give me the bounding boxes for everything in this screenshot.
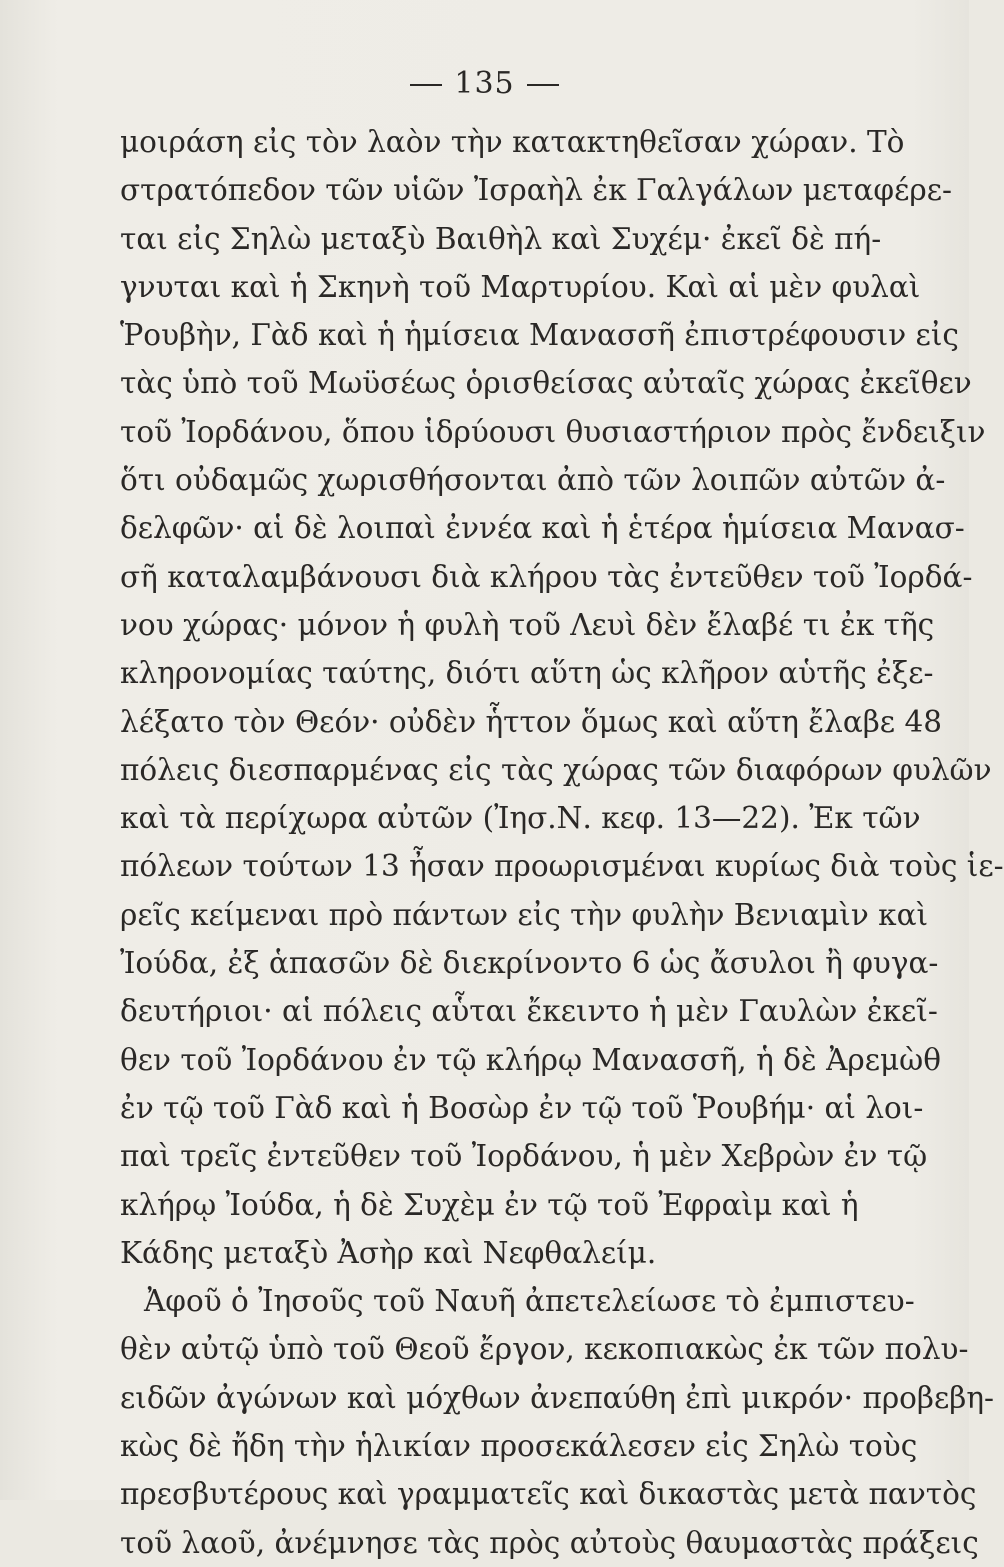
text-line: καὶ τὰ περίχωρα αὐτῶν (Ἰησ.Ν. κεφ. 13—22). Ἐκ τῶν	[120, 801, 921, 836]
text-line: δελφῶν· αἱ δὲ λοιπαὶ ἐννέα καὶ ἡ ἑτέρα ἡμίσεια Μανασ-	[120, 511, 965, 546]
text-line: λέξατο τὸν Θεόν· οὐδὲν ἧττον ὅμως καὶ αὕτη ἔλαβε 48	[120, 704, 943, 739]
text-line: δευτήριοι· αἱ πόλεις αὗται ἔκειντο ἡ μὲν Γαυλὼν ἐκεῖ-	[120, 994, 938, 1029]
text-line: κλήρῳ Ἰούδα, ἡ δὲ Συχὲμ ἐν τῷ τοῦ Ἐφραὶμ καὶ ἡ	[120, 1187, 859, 1222]
text-line: τοῦ λαοῦ, ἀνέμνησε τὰς πρὸς αὐτοὺς θαυμαστὰς πράξεις	[120, 1525, 979, 1560]
text-line: ται εἰς Σηλὼ μεταξὺ Βαιθὴλ καὶ Συχέμ· ἐκεῖ δὲ πή-	[120, 221, 882, 256]
text-line: νου χώρας· μόνον ἡ φυλὴ τοῦ Λευὶ δὲν ἔλαβέ τι ἐκ τῆς	[120, 607, 935, 642]
left-dash	[410, 84, 442, 86]
text-line: ἐν τῷ τοῦ Γὰδ καὶ ἡ Βοσὼρ ἐν τῷ τοῦ Ῥουβήμ· αἱ λοι-	[120, 1090, 924, 1125]
body-text	[120, 118, 1004, 1567]
text-line: ὅτι οὐδαμῶς χωρισθήσονται ἀπὸ τῶν λοιπῶν αὐτῶν ἀ-	[120, 463, 946, 498]
page-number-header	[0, 64, 969, 104]
text-line: θεν τοῦ Ἰορδάνου ἐν τῷ κλήρῳ Μανασσῆ, ἡ δὲ Ἀρεμὼθ	[120, 1042, 942, 1077]
text-line: σῆ καταλαμβάνουσι διὰ κλήρου τὰς ἐντεῦθεν τοῦ Ἰορδά-	[120, 559, 973, 594]
text-line: στρατόπεδον τῶν υἱῶν Ἰσραὴλ ἐκ Γαλγάλων μεταφέρε-	[120, 173, 952, 208]
right-dash	[527, 84, 559, 86]
text-line: παὶ τρεῖς ἐντεῦθεν τοῦ Ἰορδάνου, ἡ μὲν Χεβρὼν ἐν τῷ	[120, 1139, 928, 1174]
text-line: κληρονομίας ταύτης, διότι αὕτη ὡς κλῆρον αὑτῆς ἐξε-	[120, 656, 934, 691]
text-line: ειδῶν ἀγώνων καὶ μόχθων ἀνεπαύθη ἐπὶ μικρόν· προβεβη-	[120, 1380, 994, 1415]
text-line: κὼς δὲ ἤδη τὴν ἡλικίαν προσεκάλεσεν εἰς Σηλὼ τοὺς	[120, 1429, 918, 1464]
text-line: γνυται καὶ ἡ Σκηνὴ τοῦ Μαρτυρίου. Καὶ αἱ μὲν φυλαὶ	[120, 269, 921, 304]
text-line: Ῥουβὴν, Γὰδ καὶ ἡ ἡμίσεια Μανασσῆ ἐπιστρέφουσιν εἰς	[120, 318, 959, 353]
paragraph-end-line: Κάδης μεταξὺ Ἀσὴρ καὶ Νεφθαλείμ.	[120, 1235, 657, 1270]
text-line: τὰς ὑπὸ τοῦ Μωϋσέως ὁρισθείσας αὐταῖς χώρας ἐκεῖθεν	[120, 366, 972, 401]
text-line: πρεσβυτέρους καὶ γραμματεῖς καὶ δικαστὰς μετὰ παντὸς	[120, 1477, 977, 1512]
text-line: μοιράση εἰς τὸν λαὸν τὴν κατακτηθεῖσαν χώραν. Τὸ	[120, 125, 905, 159]
text-line: τοῦ Ἰορδάνου, ὅπου ἱδρύουσι θυσιαστήριον πρὸς ἔνδειξιν	[120, 414, 986, 449]
page-number: 135	[454, 66, 515, 101]
paragraph-start-line: Ἀφοῦ ὁ Ἰησοῦς τοῦ Ναυῆ ἀπετελείωσε τὸ ἐμπιστευ-	[144, 1284, 915, 1319]
text-line: πόλεων τούτων 13 ἦσαν προωρισμέναι κυρίως διὰ τοὺς ἱε-	[120, 849, 1004, 884]
text-line: Ἰούδα, ἐξ ἁπασῶν δὲ διεκρίνοντο 6 ὡς ἄσυλοι ἢ φυγα-	[120, 946, 939, 981]
text-line: πόλεις διεσπαρμένας εἰς τὰς χώρας τῶν διαφόρων φυλῶν	[120, 752, 992, 787]
text-line: ρεῖς κείμεναι πρὸ πάντων εἰς τὴν φυλὴν Βενιαμὶν καὶ	[120, 897, 929, 932]
text-line: θὲν αὐτῷ ὑπὸ τοῦ Θεοῦ ἔργον, κεκοπιακὼς ἐκ τῶν πολυ-	[120, 1332, 969, 1367]
